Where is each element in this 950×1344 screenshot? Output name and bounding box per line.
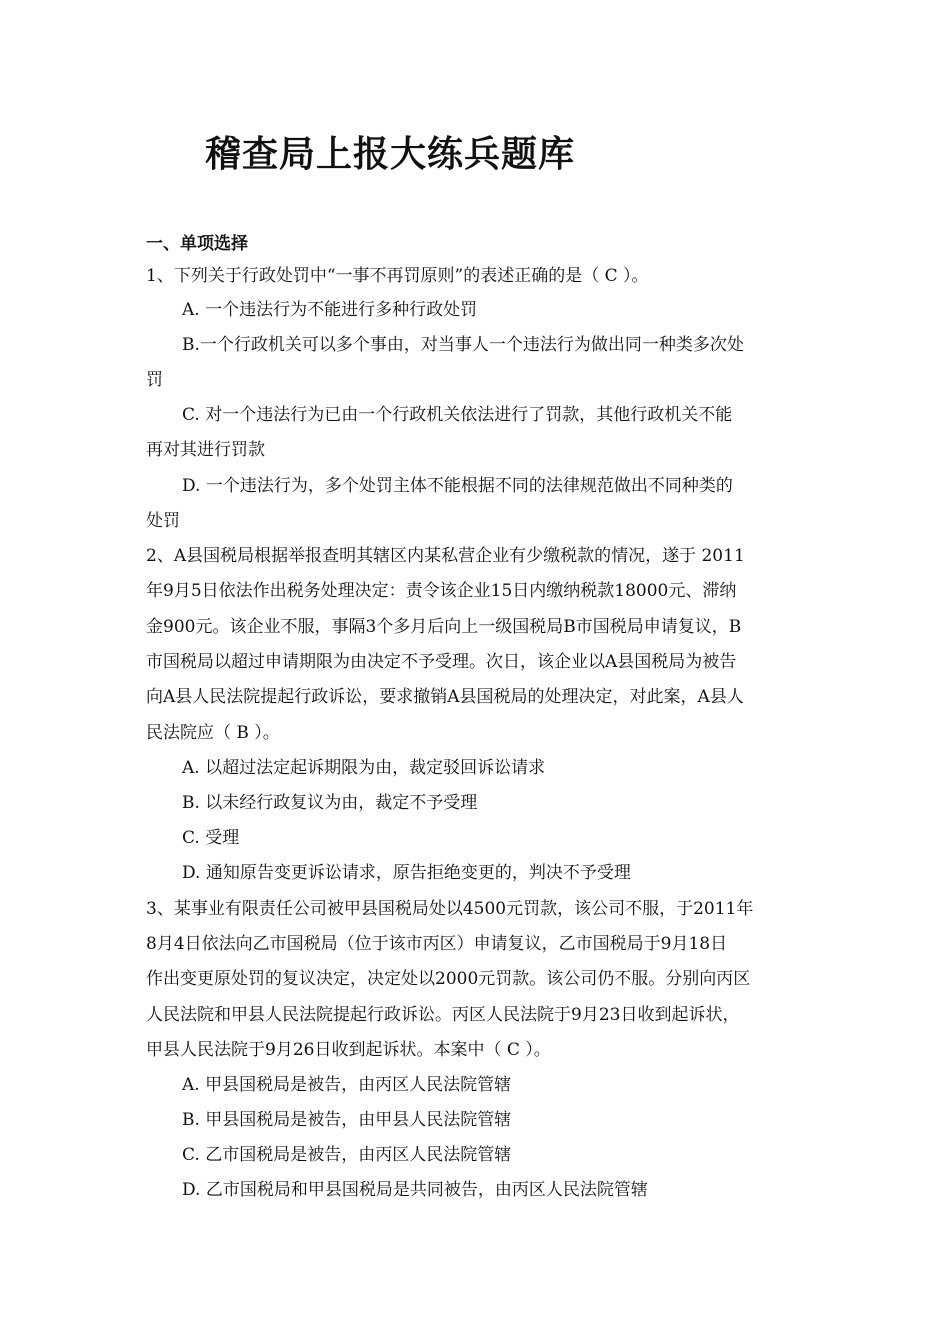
document-title: 稽查局上报大练兵题库 <box>205 134 576 175</box>
question-2-option-d: D. 通知原告变更诉讼请求，原告拒绝变更的，判决不予受理 <box>182 863 631 883</box>
question-3-option-a: A. 甲县国税局是被告，由丙区人民法院管辖 <box>182 1075 512 1095</box>
question-1-option-d: D. 一个违法行为，多个处罚主体不能根据不同的法律规范做出不同种类的 <box>182 476 733 496</box>
question-2-stem-line: 年9月5日依法作出税务处理决定：责令该企业15日内缴纳税款18000元、滞纳 <box>146 581 737 601</box>
question-1-stem: 1、下列关于行政处罚中“一事不再罚原则”的表述正确的是（ C ）。 <box>146 266 649 286</box>
question-3-option-c: C. 乙市国税局是被告，由丙区人民法院管辖 <box>182 1145 512 1165</box>
question-2-stem-line: 民法院应（ B ）。 <box>146 723 280 743</box>
question-1-option-b: B.一个行政机关可以多个事由，对当事人一个违法行为做出同一种类多次处 <box>182 335 744 355</box>
question-3-stem-line: 人民法院和甲县人民法院提起行政诉讼。丙区人民法院于9月23日收到起诉状， <box>146 1005 740 1025</box>
question-1-option-c-cont: 再对其进行罚款 <box>146 440 265 460</box>
question-1-option-d-cont: 处罚 <box>146 511 180 531</box>
question-2-stem-line: 向A县人民法院提起行政诉讼，要求撤销A县国税局的处理决定，对此案，A县人 <box>146 687 744 707</box>
section-heading: 一、单项选择 <box>146 234 248 254</box>
question-3-option-b: B. 甲县国税局是被告，由甲县人民法院管辖 <box>182 1110 512 1130</box>
question-2-stem-line: 2、A县国税局根据举报查明其辖区内某私营企业有少缴税款的情况，遂于 2011 <box>146 546 745 566</box>
question-2-stem-line: 金900元。该企业不服，事隔3个多月后向上一级国税局B市国税局申请复议，B <box>146 617 742 637</box>
question-3-option-d: D. 乙市国税局和甲县国税局是共同被告，由丙区人民法院管辖 <box>182 1180 648 1200</box>
question-1-option-b-cont: 罚 <box>146 370 163 390</box>
question-2-stem-line: 市国税局以超过申请期限为由决定不予受理。次日，该企业以A县国税局为被告 <box>146 652 737 672</box>
question-2-option-b: B. 以未经行政复议为由，裁定不予受理 <box>182 793 478 813</box>
question-3-stem-line: 3、某事业有限责任公司被甲县国税局处以4500元罚款，该公司不服，于2011年 <box>146 899 754 919</box>
question-1-option-a: A. 一个违法行为不能进行多种行政处罚 <box>182 300 478 320</box>
question-3-stem-line: 甲县人民法院于9月26日收到起诉状。本案中（ C ）。 <box>146 1040 551 1060</box>
question-1-option-c: C. 对一个违法行为已由一个行政机关依法进行了罚款，其他行政机关不能 <box>182 405 733 425</box>
question-3-stem-line: 8月4日依法向乙市国税局（位于该市丙区）申请复议，乙市国税局于9月18日 <box>146 934 728 954</box>
question-2-option-c: C. 受理 <box>182 828 240 848</box>
question-2-option-a: A. 以超过法定起诉期限为由，裁定驳回诉讼请求 <box>182 758 546 778</box>
question-3-stem-line: 作出变更原处罚的复议决定，决定处以2000元罚款。该公司仍不服。分别向丙区 <box>146 969 751 989</box>
